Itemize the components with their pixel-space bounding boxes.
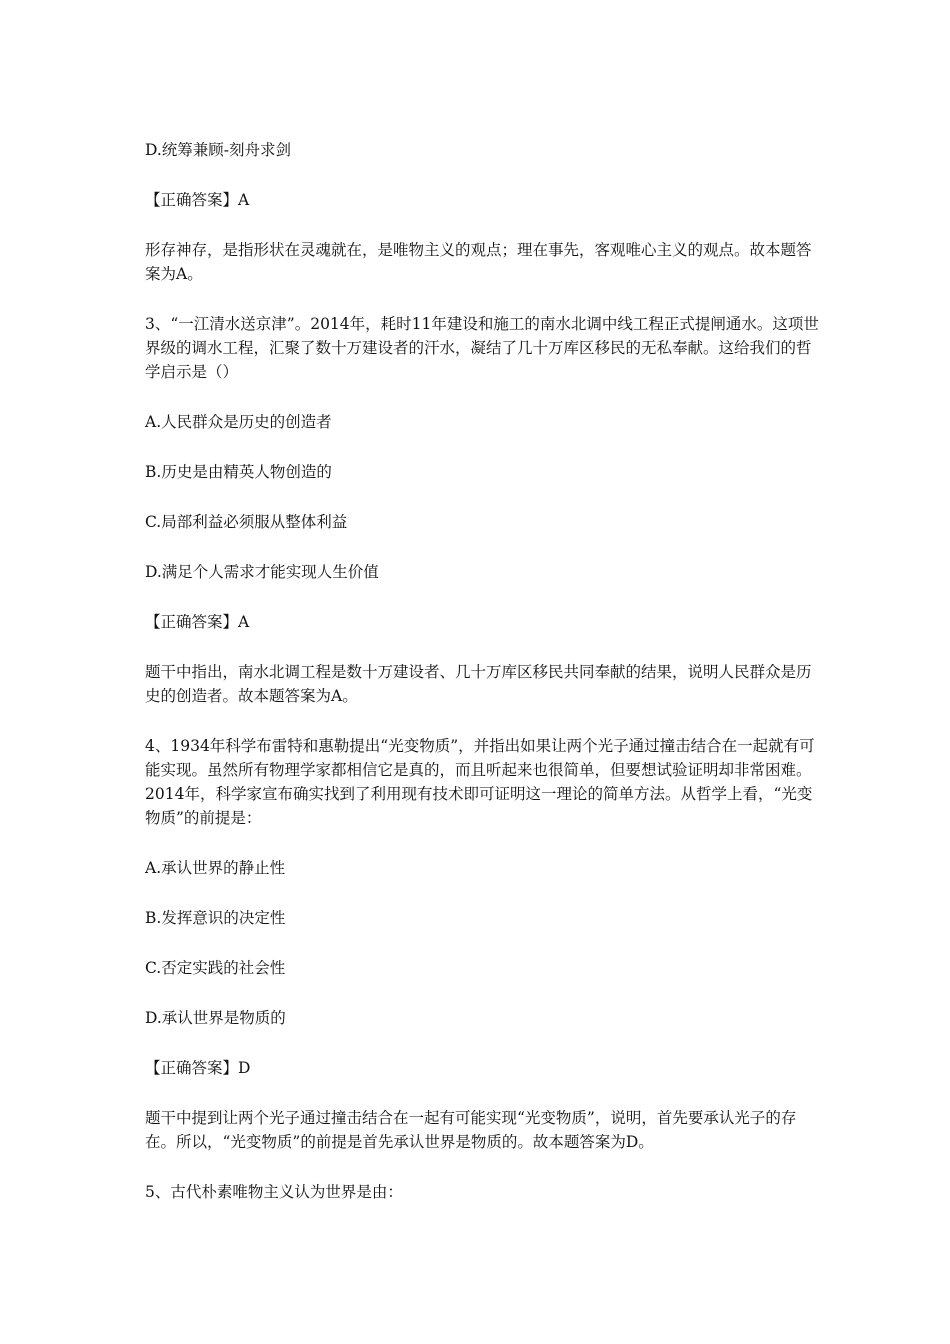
q4-explanation: 题干中提到让两个光子通过撞击结合在一起有可能实现“光变物质”，说明，首先要承认光子的存在。所以，“光变物质”的前提是首先承认世界是物质的。故本题答案为D。 [145, 1109, 797, 1151]
q2-answer: 【正确答案】A [145, 191, 250, 209]
q4-option-d: D.承认世界是物质的 [145, 1009, 286, 1027]
q4-option-b: B.发挥意识的决定性 [145, 909, 286, 927]
q3-answer: 【正确答案】A [145, 613, 250, 631]
q2-explanation: 形存神存，是指形状在灵魂就在，是唯物主义的观点；理在事先，客观唯心主义的观点。故本题答案为A。 [145, 241, 812, 283]
q3-option-c: C.局部利益必须服从整体利益 [145, 513, 348, 531]
q4-option-a: A.承认世界的静止性 [145, 859, 286, 877]
q4-answer: 【正确答案】D [145, 1059, 251, 1077]
q4-option-c: C.否定实践的社会性 [145, 959, 286, 977]
q3-option-d: D.满足个人需求才能实现人生价值 [145, 563, 379, 581]
document-body [145, 138, 825, 1230]
q3-explanation: 题干中指出，南水北调工程是数十万建设者、几十万库区移民共同奉献的结果，说明人民群众是历史的创造者。故本题答案为A。 [145, 663, 812, 705]
q3-option-a: A.人民群众是历史的创造者 [145, 413, 332, 431]
q5-stem: 5、古代朴素唯物主义认为世界是由： [145, 1183, 403, 1201]
q2-option-d: D.统筹兼顾-刻舟求剑 [145, 141, 292, 159]
q3-stem: 3、“一江清水送京津”。2014年，耗时11年建设和施工的南水北调中线工程正式提闸通水。这项世界级的调水工程，汇聚了数十万建设者的汗水，凝结了几十万库区移民的无私奉献。这给我们的哲学启示是（） [145, 315, 819, 381]
q4-stem: 4、1934年科学布雷特和惠勒提出“光变物质”，并指出如果让两个光子通过撞击结合在一起就有可能实现。虽然所有物理学家都相信它是真的，而且听起来也很简单，但要想试验证明却非常困难。2014年，科学家宣布确实找到了利用现有技术即可证明这一理论的简单方法。从哲学上看，“光变物质”的前提是： [145, 737, 815, 827]
q3-option-b: B.历史是由精英人物创造的 [145, 463, 332, 481]
